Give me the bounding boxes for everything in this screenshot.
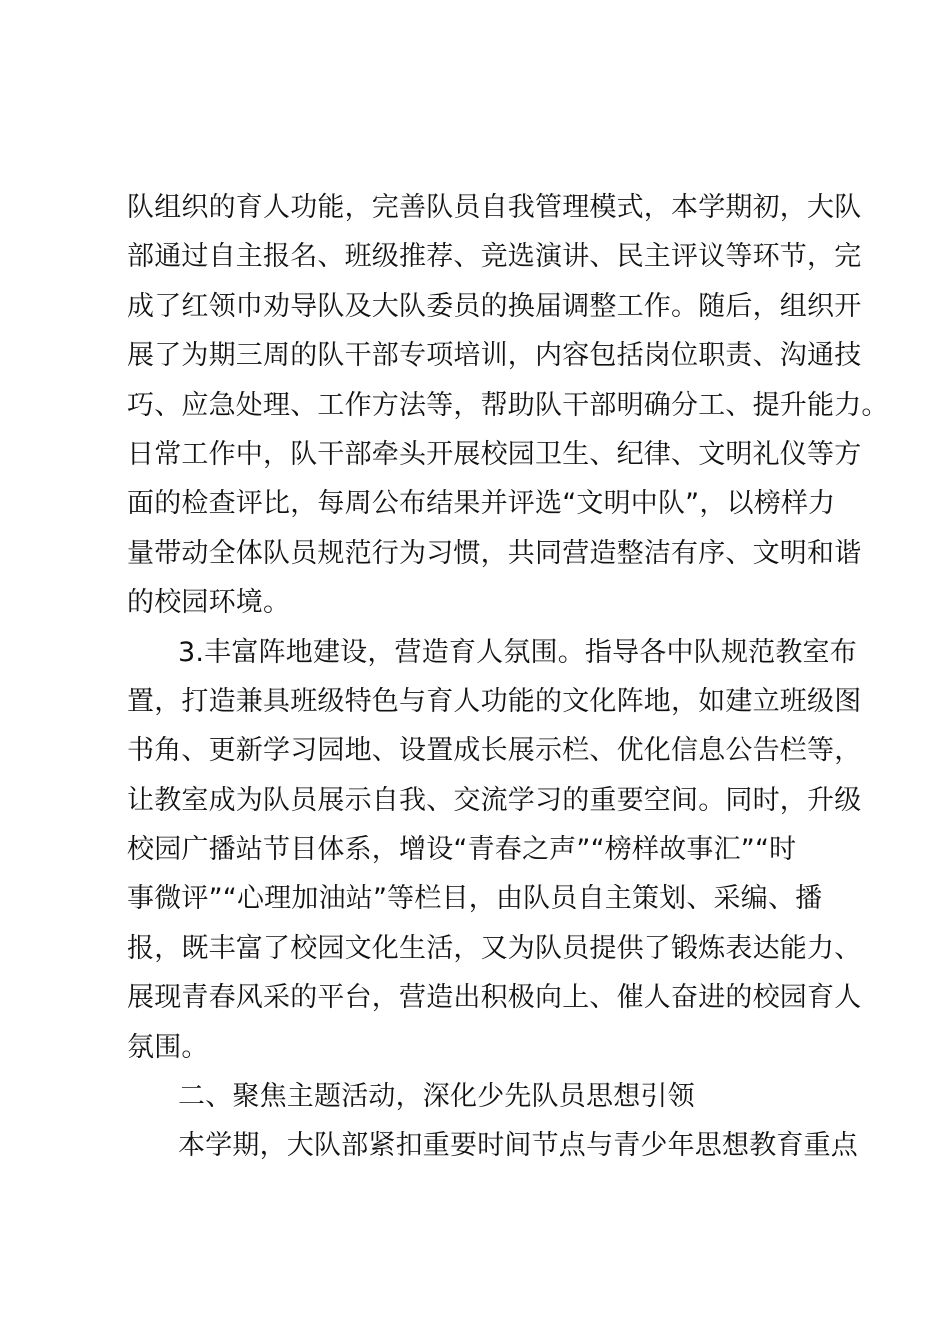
text-line: 本学期，大队部紧扣重要时间节点与青少年思想教育重点 (178, 1130, 858, 1162)
text-line: 3.丰富阵地建设，营造育人氛围。指导各中队规范教室布 (178, 636, 857, 668)
text-line: 校园广播站节目体系，增设“青春之声”“榜样故事汇”“时 (127, 834, 797, 866)
text-line: 成了红领巾劝导队及大队委员的换届调整工作。随后，组织开 (127, 290, 862, 322)
text-line: 巧、应急处理、工作方法等，帮助队干部明确分工、提升能力。 (127, 389, 889, 421)
text-line: 部通过自主报名、班级推荐、竞选演讲、民主评议等环节，完 (127, 241, 862, 273)
text-line: 二、聚焦主题活动，深化少先队员思想引领 (178, 1081, 695, 1113)
text-line: 置，打造兼具班级特色与育人功能的文化阵地，如建立班级图 (127, 685, 862, 717)
text-line: 队组织的育人功能，完善队员自我管理模式，本学期初，大队 (127, 192, 862, 223)
text-line: 事微评”“心理加油站”等栏目，由队员自主策划、采编、播 (127, 883, 823, 915)
text-line: 书角、更新学习园地、设置成长展示栏、优化信息公告栏等， (127, 735, 862, 767)
text-line: 日常工作中，队干部牵头开展校园卫生、纪律、文明礼仪等方 (127, 438, 862, 470)
text-line: 氛围。 (127, 1031, 209, 1063)
text-line: 让教室成为队员展示自我、交流学习的重要空间。同时，升级 (127, 784, 862, 816)
text-line: 展了为期三周的队干部专项培训，内容包括岗位职责、沟通技 (127, 340, 862, 372)
document-body (127, 183, 889, 1171)
text-line: 量带动全体队员规范行为习惯，共同营造整洁有序、文明和谐 (127, 537, 862, 569)
text-line: 面的检查评比，每周公布结果并评选“文明中队”，以榜样力 (127, 488, 836, 520)
text-line: 展现青春风采的平台，营造出积极向上、催人奋进的校园育人 (127, 982, 862, 1014)
text-line: 报，既丰富了校园文化生活，又为队员提供了锻炼表达能力、 (127, 932, 862, 964)
text-line: 的校园环境。 (127, 587, 291, 619)
